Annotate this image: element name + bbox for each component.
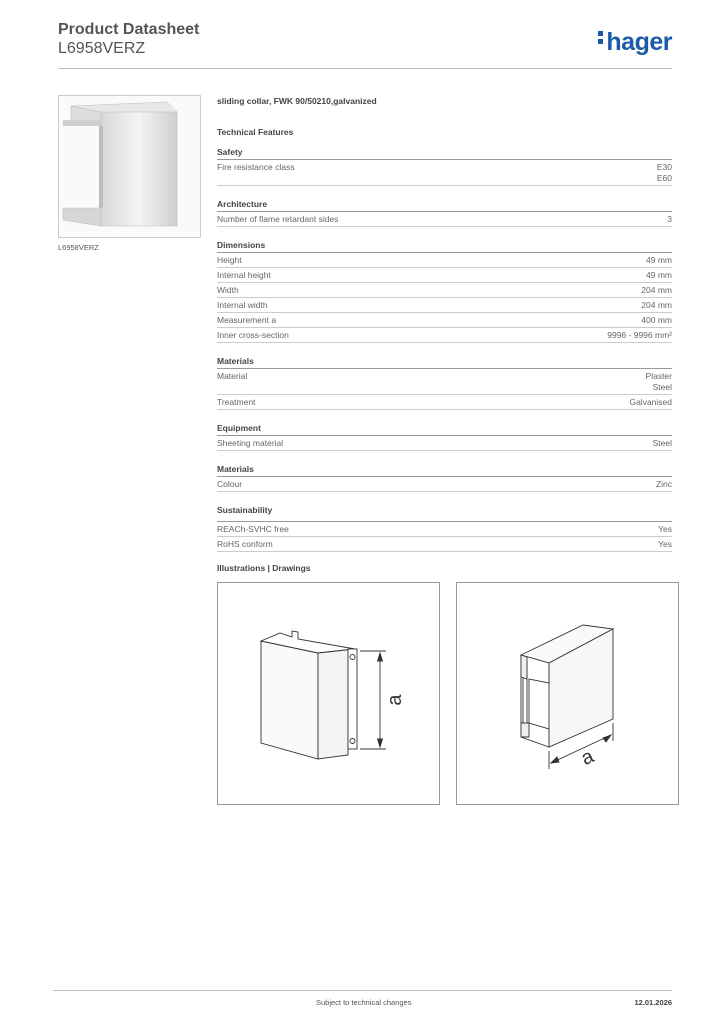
section-materials <box>217 356 672 410</box>
dimension-a-label: a <box>384 694 406 706</box>
spec-row <box>217 212 672 227</box>
spec-row <box>217 160 672 186</box>
spec-row <box>217 395 672 410</box>
section-title: Sustainability <box>217 505 672 522</box>
spec-value: 204 mm <box>641 285 672 295</box>
product-photo <box>58 95 201 238</box>
spec-label: Sheeting material <box>217 438 284 448</box>
document-title: Product Datasheet <box>58 21 200 38</box>
section-safety <box>217 147 672 186</box>
spec-value: 9996 - 9996 mm² <box>607 330 672 340</box>
spec-value: E30 E60 <box>656 162 672 183</box>
spec-row <box>217 436 672 451</box>
spec-label: REACh-SVHC free <box>217 524 289 534</box>
header-divider <box>58 68 672 69</box>
spec-label: Material <box>217 371 248 381</box>
spec-value: Yes <box>658 539 672 549</box>
illustrations-title: Illustrations | Drawings <box>217 563 311 573</box>
photo-caption: L6958VERZ <box>58 243 99 252</box>
section-title: Dimensions <box>217 240 672 253</box>
spec-value: Galvanised <box>629 397 672 407</box>
spec-value: Zinc <box>655 479 672 489</box>
product-description: sliding collar, FWK 90/50210,galvanized <box>217 96 377 106</box>
spec-label: Inner cross-section <box>217 330 289 340</box>
section-title: Materials <box>217 464 672 477</box>
front-view-drawing <box>218 583 439 804</box>
drawing-front <box>217 582 440 805</box>
section-sustainability <box>217 505 672 552</box>
spec-label: Colour <box>217 479 243 489</box>
section-materials-colour <box>217 464 672 492</box>
spec-label: Height <box>217 255 242 265</box>
spec-label: Internal height <box>217 270 271 280</box>
section-title: Equipment <box>217 423 672 436</box>
section-title: Safety <box>217 147 672 160</box>
spec-value: 400 mm <box>641 315 672 325</box>
spec-row <box>217 313 672 328</box>
technical-content <box>217 96 672 561</box>
spec-row <box>217 477 672 492</box>
spec-value: 204 mm <box>641 300 672 310</box>
spec-row <box>217 283 672 298</box>
spec-value: 49 mm <box>646 255 672 265</box>
spec-label: RoHS conform <box>217 539 273 549</box>
spec-row <box>217 298 672 313</box>
section-title: Architecture <box>217 199 672 212</box>
page-header <box>58 20 672 58</box>
footer-note: Subject to technical changes <box>316 998 412 1007</box>
section-title: Materials <box>217 356 672 369</box>
section-architecture <box>217 199 672 227</box>
spec-value: Yes <box>658 524 672 534</box>
footer-divider <box>53 990 672 991</box>
spec-row <box>217 253 672 268</box>
spec-value: Steel <box>652 438 672 448</box>
spec-label: Width <box>217 285 239 295</box>
spec-value: Plaster Steel <box>645 371 672 392</box>
spec-label: Number of flame retardant sides <box>217 214 339 224</box>
logo-dots-icon <box>598 31 604 47</box>
spec-label: Fire resistance class <box>217 162 295 172</box>
spec-row <box>217 369 672 395</box>
perspective-view-drawing <box>457 583 678 804</box>
spec-row <box>217 522 672 537</box>
drawing-perspective <box>456 582 679 805</box>
footer-date: 12.01.2026 <box>634 998 672 1007</box>
spec-row <box>217 268 672 283</box>
sliding-collar-image <box>59 96 200 237</box>
spec-value: 49 mm <box>646 270 672 280</box>
spec-label: Internal width <box>217 300 268 310</box>
spec-row <box>217 328 672 343</box>
section-equipment <box>217 423 672 451</box>
technical-features-title: Technical Features <box>217 127 294 137</box>
hager-logo: hager <box>598 28 672 57</box>
section-dimensions <box>217 240 672 343</box>
spec-label: Measurement a <box>217 315 277 325</box>
product-code: L6958VERZ <box>58 40 146 57</box>
spec-row <box>217 537 672 552</box>
spec-value: 3 <box>667 214 672 224</box>
dimension-a-label: a <box>577 745 598 770</box>
spec-label: Treatment <box>217 397 256 407</box>
